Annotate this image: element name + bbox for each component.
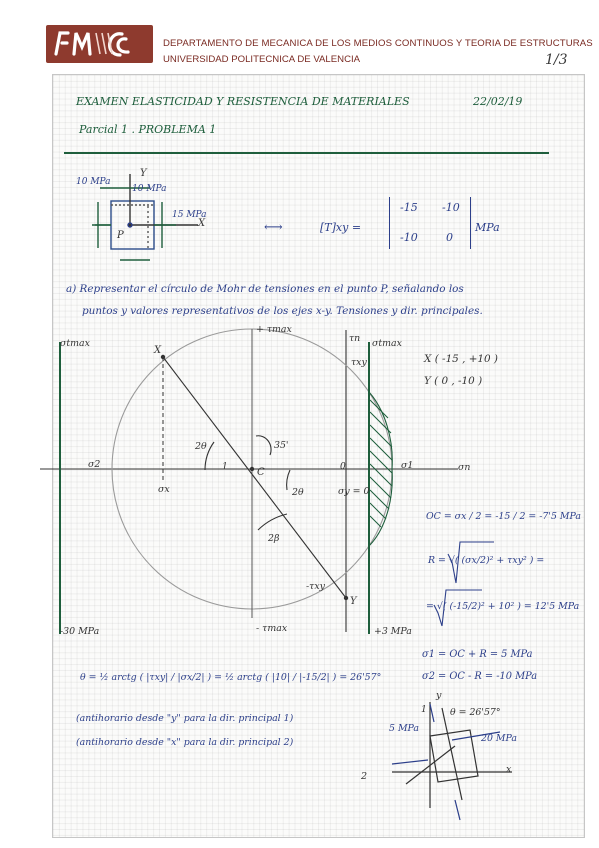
element-point-p: P: [117, 230, 124, 241]
label-10mpa-right: 10 MPa: [132, 184, 167, 194]
note-principal-2: (antihorario desde "x" para la dir. principal 2): [76, 737, 294, 748]
mohr-origin: 0: [340, 462, 346, 472]
sigma-x-label: σx: [158, 484, 170, 495]
rotated-axis-x: x: [506, 764, 512, 775]
tau-xy-lower: -τxy: [306, 581, 325, 592]
formula-sigma-2: σ2 = OC - R = -10 MPa: [422, 671, 538, 682]
tensor-unit: MPa: [475, 221, 500, 234]
element-axis-y: Y: [140, 168, 147, 179]
element-axis-x: X: [198, 218, 206, 229]
tensor-a22: 0: [446, 231, 453, 244]
exam-part: Parcial 1 . PROBLEMA 1: [79, 123, 217, 136]
sigma-2-label: σ2: [88, 459, 101, 470]
rotated-label-5mpa: 5 MPa: [389, 723, 420, 734]
point-y-coords: Y ( 0 , -10 ): [424, 375, 483, 387]
label-10mpa-left: 10 MPa: [76, 177, 111, 187]
angle-2beta: 2β: [268, 533, 280, 544]
arc-2theta-2: [287, 470, 290, 490]
mohr-point-x: X: [154, 345, 162, 356]
arc-35: [256, 436, 271, 455]
sigma-n-label: σn: [458, 462, 471, 473]
rotated-theta: θ = 26'57°: [450, 707, 501, 718]
rotated-axis-y: y: [436, 690, 442, 701]
sigma-y-label: σy = 0: [338, 486, 370, 497]
department-title: DEPARTAMENTO DE MECANICA DE LOS MEDIOS CONTINUOS Y TEORIA DE ESTRUCTURAS: [163, 38, 593, 49]
arc-2beta: [258, 514, 287, 530]
exam-date: 22/02/19: [473, 95, 523, 108]
rotated-label-20mpa: 20 MPa: [481, 733, 517, 744]
formula-theta: θ = ½ arctg ( |τxy| / |σx/2| ) = ½ arctg ( |10| / |-15/2| ) = 26'57°: [80, 672, 382, 683]
tau-max-bottom: - τmax: [256, 623, 288, 634]
right-bound-label: +3 MPa: [374, 626, 412, 637]
mohr-circle-diagram: [40, 329, 458, 634]
tau-max-top: + τmax: [256, 324, 292, 335]
rotated-element: [392, 702, 512, 820]
label-15mpa: 15 MPa: [172, 210, 207, 220]
angle-2theta-1: 2θ: [195, 441, 207, 452]
tensor-matrix: [389, 197, 471, 249]
question-a-line2: puntos y valores representativos de los ejes x-y. Tensiones y dir. principales.: [82, 305, 483, 317]
note-principal-1: (antihorario desde "y" para la dir. principal 1): [76, 713, 294, 724]
tensor-a12: -10: [442, 201, 460, 214]
left-bound-label: -30 MPa: [60, 626, 100, 637]
university-name: UNIVERSIDAD POLITECNICA DE VALENCIA: [163, 54, 361, 65]
sigma-1-label: σ1: [401, 460, 414, 471]
angle-2theta-2: 2θ: [292, 487, 304, 498]
page-number: 1/3: [545, 52, 568, 68]
point-x-coords: X ( -15 , +10 ): [424, 353, 498, 365]
tensor-a11: -15: [400, 201, 418, 214]
sigma-tmax-left: σtmax: [60, 338, 90, 349]
tau-n-label: τn: [349, 333, 361, 344]
diameter-xy: [163, 357, 346, 598]
tau-xy-top: τxy: [351, 357, 367, 368]
formula-sigma-1: σ1 = OC + R = 5 MPa: [422, 649, 533, 660]
formula-oc: OC = σx / 2 = -15 / 2 = -7'5 MPa: [426, 511, 581, 522]
tensor-label: [T]xy =: [320, 221, 362, 234]
rotated-axis-2: 2: [361, 771, 368, 782]
rotated-axis-1: 1: [421, 705, 427, 715]
angle-r-mark: 1: [222, 462, 228, 472]
formula-r-2: = √( (-15/2)² + 10² ) = 12'5 MPa: [426, 601, 580, 612]
question-a-line1: a) Representar el círculo de Mohr de tensiones en el punto P, señalando los: [66, 283, 464, 295]
tensor-arrow: ⟷: [264, 220, 283, 235]
mohr-center: C: [257, 467, 265, 478]
angle-35: 35': [274, 440, 289, 451]
tensor-a21: -10: [400, 231, 418, 244]
exam-title: EXAMEN ELASTICIDAD Y RESISTENCIA DE MATERIALES: [76, 95, 410, 108]
mohr-point-y: Y: [350, 596, 357, 607]
formula-r-1: R = √( (σx/2)² + τxy² ) =: [428, 555, 545, 566]
sigma-tmax-right: σtmax: [372, 338, 402, 349]
